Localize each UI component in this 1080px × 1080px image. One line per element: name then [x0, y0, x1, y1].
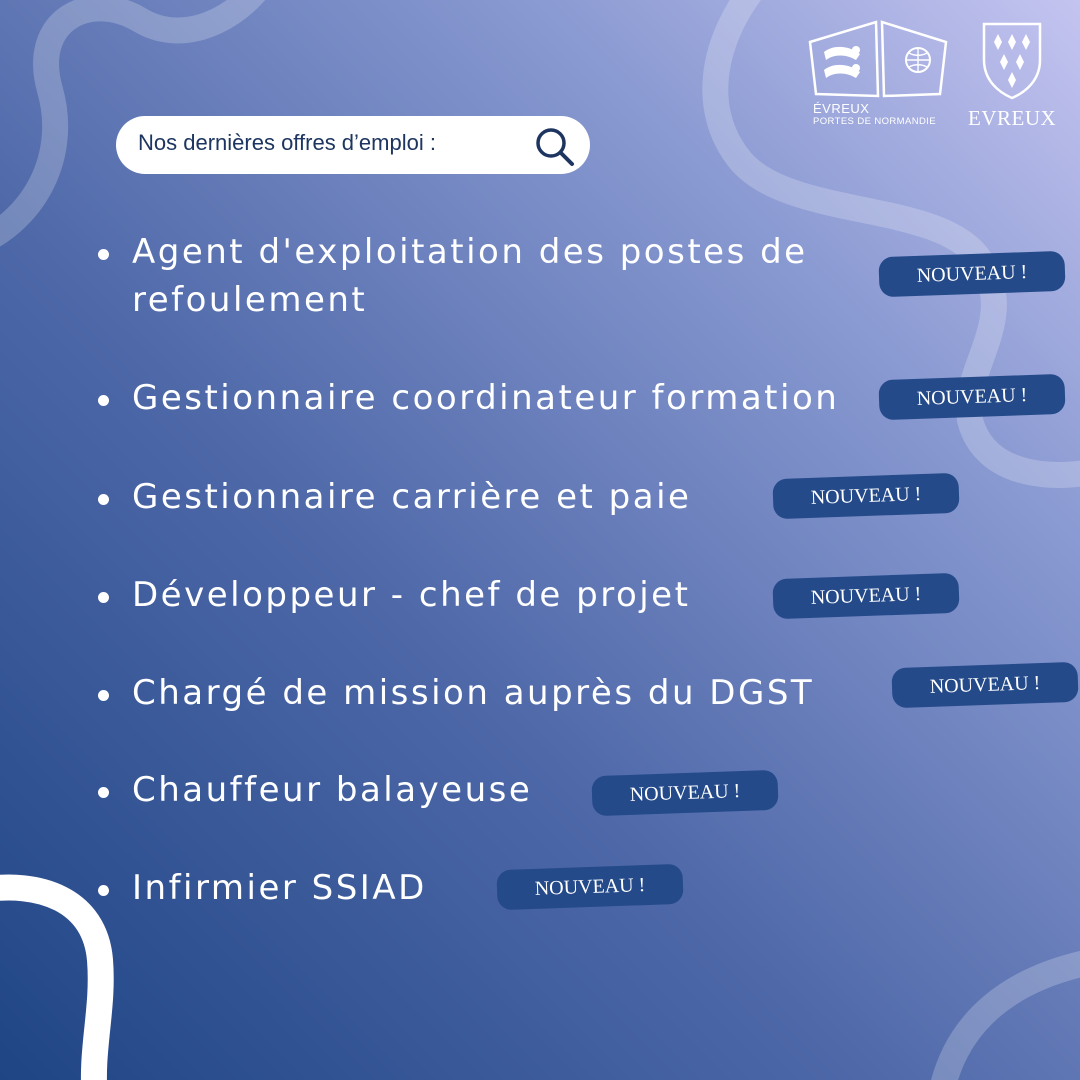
- job-offer-item[interactable]: [0, 767, 1080, 817]
- new-badge: NOUVEAU !: [591, 770, 778, 816]
- new-badge: NOUVEAU !: [496, 864, 683, 910]
- bullet: [98, 249, 109, 260]
- job-title: Chargé de mission auprès du DGST: [132, 673, 815, 713]
- new-badge: NOUVEAU !: [772, 473, 959, 519]
- job-offer-item[interactable]: [0, 375, 1080, 425]
- new-badge: NOUVEAU !: [878, 374, 1065, 420]
- job-title: Gestionnaire carrière et paie: [132, 477, 692, 517]
- job-title: Développeur - chef de projet: [132, 575, 691, 615]
- job-offer-item[interactable]: [0, 572, 1080, 622]
- new-badge: NOUVEAU !: [891, 662, 1078, 708]
- search-label: Nos dernières offres d’emploi :: [138, 130, 436, 155]
- city-logo: [968, 20, 1068, 135]
- job-title-continued: refoulement: [132, 280, 368, 320]
- job-offer-item[interactable]: [0, 670, 1080, 720]
- bullet: [98, 494, 109, 505]
- bullet: [98, 690, 109, 701]
- job-offer-item[interactable]: [0, 865, 1080, 915]
- coat-of-arms-icon: [980, 20, 1044, 100]
- job-title: Gestionnaire coordinateur formation: [132, 378, 840, 418]
- bullet: [98, 395, 109, 406]
- new-badge: NOUVEAU !: [878, 251, 1065, 297]
- new-badge: NOUVEAU !: [772, 573, 959, 619]
- bullet: [98, 885, 109, 896]
- agglo-logo: [806, 18, 954, 130]
- job-title: Chauffeur balayeuse: [132, 770, 533, 810]
- bullet: [98, 592, 109, 603]
- job-offer-item[interactable]: [0, 229, 1080, 329]
- search-bar[interactable]: [116, 116, 590, 174]
- agglo-logo-name: ÉVREUX: [813, 101, 870, 116]
- search-icon[interactable]: [532, 124, 576, 168]
- city-logo-name: EVREUX: [968, 106, 1057, 130]
- job-title: Infirmier SSIAD: [132, 868, 427, 908]
- job-offer-item[interactable]: [0, 474, 1080, 524]
- bullet: [98, 787, 109, 798]
- agglo-emblem-icon: [806, 18, 954, 100]
- job-title: Agent d'exploitation des postes de: [132, 232, 808, 272]
- agglo-logo-subtitle: PORTES DE NORMANDIE: [813, 116, 937, 127]
